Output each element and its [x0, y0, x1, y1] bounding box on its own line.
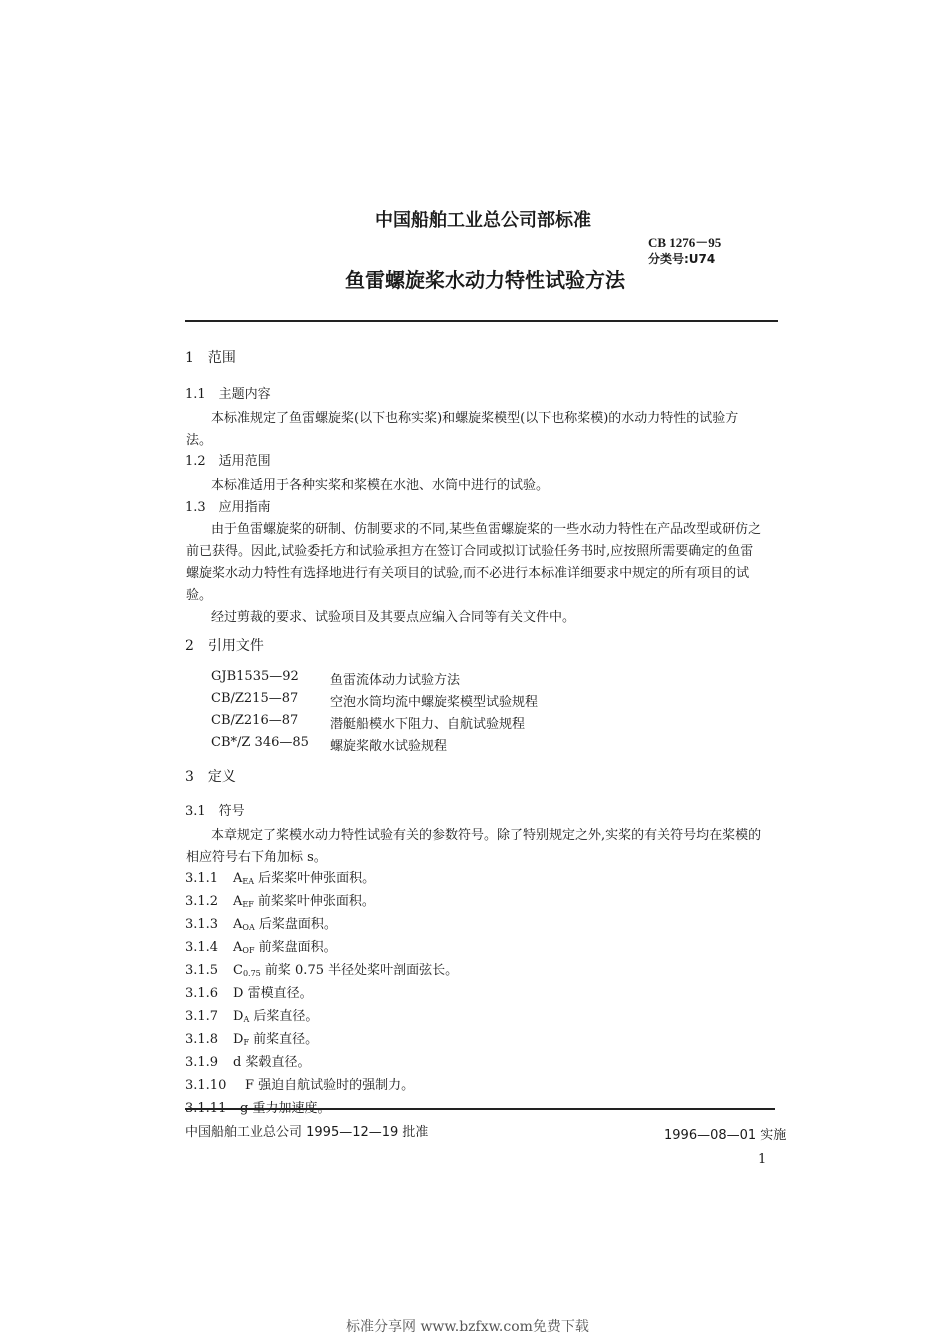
definition-number: 3.1.8 [185, 1032, 219, 1047]
definition-item [185, 959, 458, 978]
definition-number: 3.1.11 [185, 1101, 227, 1116]
definition-symbol: A [233, 917, 243, 932]
reference-code: CB*/Z 346—85 [211, 735, 309, 750]
definition-symbol: d [233, 1055, 242, 1070]
page-number: 1 [758, 1152, 767, 1167]
approval-line: 中国船舶工业总公司 1995—12—19 批准 [185, 1125, 429, 1140]
section-1-3-text-5: 经过剪裁的要求、试验项目及其要点应编入合同等有关文件中。 [211, 610, 576, 625]
reference-code: GJB1535—92 [211, 669, 299, 684]
classification-number: 分类号:U74 [648, 252, 716, 266]
definition-subscript: OF [242, 946, 255, 955]
definition-text: 雷模直径。 [247, 986, 313, 1001]
definition-number: 3.1.6 [185, 986, 219, 1001]
definition-text: 后桨直径。 [253, 1009, 319, 1024]
section-1-heading: 1 范围 [185, 350, 236, 366]
reference-code: CB/Z215—87 [211, 691, 299, 706]
section-3-heading: 3 定义 [185, 769, 236, 785]
section-1-3-text-1: 由于鱼雷螺旋桨的研制、仿制要求的不同,某些鱼雷螺旋桨的一些水动力特性在产品改型或研仿之 [211, 522, 762, 537]
section-1-3-text-2: 前已获得。因此,试验委托方和试验承担方在签订合同或拟订试验任务书时,应按照所需要确定的鱼雷 [186, 544, 754, 559]
definition-item [185, 913, 337, 932]
definition-subscript: EF [242, 900, 254, 909]
definition-symbol: F [245, 1078, 255, 1093]
definition-text: 强迫自航试验时的强制力。 [258, 1078, 415, 1093]
effective-date: 1996—08—01 实施 [664, 1128, 787, 1143]
definition-text: 前桨盘面积。 [258, 940, 337, 955]
definition-item [185, 1097, 330, 1116]
section-2-heading: 2 引用文件 [185, 638, 264, 654]
definition-text: 重力加速度。 [252, 1101, 331, 1116]
reference-title: 潜艇船模水下阻力、自航试验规程 [330, 717, 526, 732]
definition-text: 前桨 0.75 半径处桨叶剖面弦长。 [264, 963, 459, 978]
definition-symbol: A [233, 871, 243, 886]
definition-item [185, 1074, 414, 1093]
definition-number: 3.1.10 [185, 1078, 227, 1093]
definition-text: 后桨桨叶伸张面积。 [258, 871, 376, 886]
definition-subscript: F [243, 1038, 249, 1047]
section-1-1-text: 本标准规定了鱼雷螺旋桨(以下也称实桨)和螺旋桨模型(以下也称桨模)的水动力特性的试验方 [211, 411, 739, 426]
section-3-1-heading: 3.1 符号 [185, 804, 245, 819]
definition-subscript: OA [242, 923, 255, 932]
definition-item [185, 982, 313, 1001]
header-rule [185, 320, 778, 322]
standard-code: CB 1276－95 [648, 235, 722, 250]
definition-symbol: D [233, 1032, 244, 1047]
definition-symbol: g [240, 1101, 249, 1116]
definition-text: 桨毂直径。 [245, 1055, 311, 1070]
definition-number: 3.1.7 [185, 1009, 219, 1024]
definition-number: 3.1.5 [185, 963, 219, 978]
definition-item [185, 1051, 310, 1070]
definition-item [185, 890, 375, 909]
definition-symbol: D [233, 986, 244, 1001]
definition-item [185, 1005, 318, 1024]
definition-subscript: EA [242, 877, 255, 886]
section-1-3-heading: 1.3 应用指南 [185, 500, 271, 515]
reference-title: 鱼雷流体动力试验方法 [330, 673, 461, 688]
definition-number: 3.1.2 [185, 894, 219, 909]
section-1-1-text-cont: 法。 [186, 433, 213, 448]
definition-symbol: D [233, 1009, 244, 1024]
section-3-1-text-2: 相应符号右下角加标 s。 [186, 850, 327, 865]
section-1-3-text-4: 验。 [186, 588, 213, 603]
definition-symbol: A [233, 894, 243, 909]
definition-text: 前桨桨叶伸张面积。 [257, 894, 375, 909]
section-1-1-heading: 1.1 主题内容 [185, 387, 271, 402]
definition-subscript: 0.75 [242, 969, 261, 978]
section-1-3-text-3: 螺旋桨水动力特性有选择地进行有关项目的试验,而不必进行本标准详细要求中规定的所有项目的试 [186, 566, 750, 581]
definition-item [185, 936, 337, 955]
definition-number: 3.1.4 [185, 940, 219, 955]
section-1-2-text: 本标准适用于各种实桨和桨模在水池、水筒中进行的试验。 [211, 478, 550, 493]
section-3-1-text-1: 本章规定了桨模水动力特性试验有关的参数符号。除了特别规定之外,实桨的有关符号均在桨模的 [211, 828, 762, 843]
reference-title: 空泡水筒均流中螺旋桨模型试验规程 [330, 695, 539, 710]
watermark-text: 标准分享网 www.bzfxw.com免费下载 [346, 1319, 589, 1335]
reference-title: 螺旋桨敞水试验规程 [330, 739, 448, 754]
definition-number: 3.1.1 [185, 871, 219, 886]
reference-code: CB/Z216—87 [211, 713, 299, 728]
footer-rule [185, 1108, 775, 1110]
definition-text: 后桨盘面积。 [258, 917, 337, 932]
definition-item [185, 1028, 318, 1047]
section-1-2-heading: 1.2 适用范围 [185, 454, 271, 469]
definition-number: 3.1.3 [185, 917, 219, 932]
org-standard-heading: 中国船舶工业总公司部标准 [375, 210, 591, 231]
definition-subscript: A [243, 1015, 250, 1024]
definition-symbol: A [233, 940, 243, 955]
document-title: 鱼雷螺旋桨水动力特性试验方法 [345, 268, 625, 292]
definition-text: 前桨直径。 [253, 1032, 319, 1047]
definition-item [185, 867, 375, 886]
definition-number: 3.1.9 [185, 1055, 219, 1070]
definition-symbol: C [233, 963, 243, 978]
